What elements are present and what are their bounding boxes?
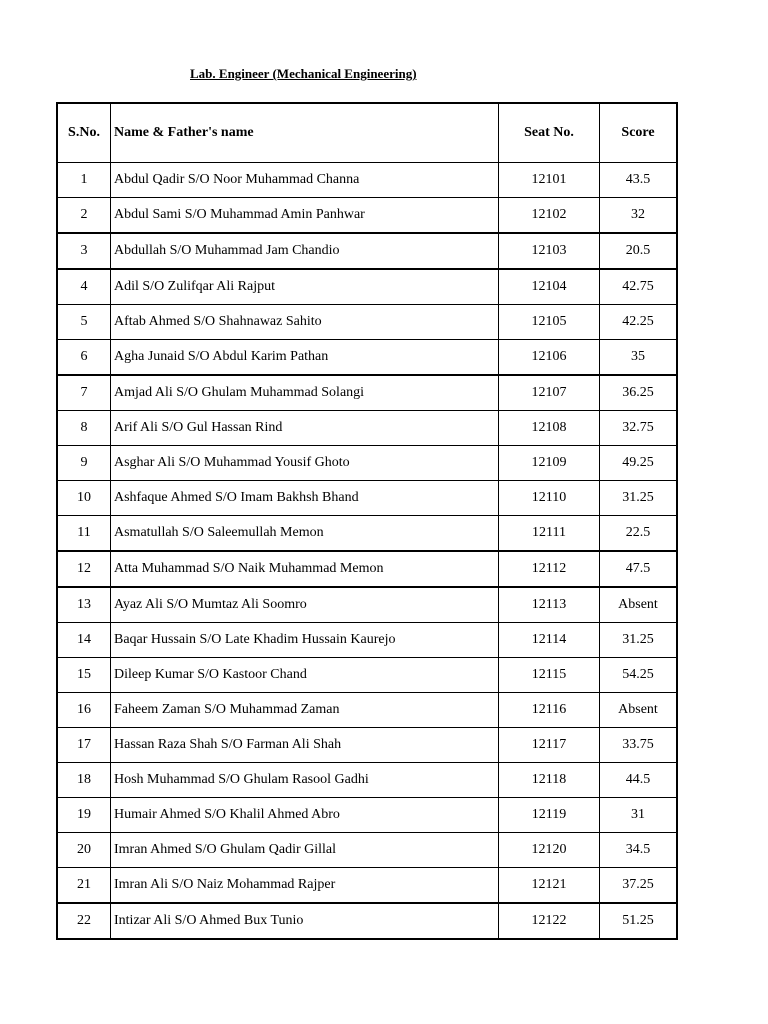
cell-sno: 12 (57, 551, 111, 587)
cell-score: 31.25 (600, 623, 678, 658)
cell-score: 32.75 (600, 411, 678, 446)
cell-name: Dileep Kumar S/O Kastoor Chand (111, 658, 499, 693)
table-row (57, 375, 677, 411)
cell-seat: 12110 (499, 481, 600, 516)
cell-seat: 12105 (499, 305, 600, 340)
cell-sno: 14 (57, 623, 111, 658)
cell-seat: 12118 (499, 763, 600, 798)
cell-name: Abdul Qadir S/O Noor Muhammad Channa (111, 163, 499, 198)
cell-score: 34.5 (600, 833, 678, 868)
table-row (57, 587, 677, 623)
column-header-seat: Seat No. (499, 103, 600, 163)
table-row (57, 763, 677, 798)
cell-sno: 1 (57, 163, 111, 198)
table-row (57, 163, 677, 198)
table-header-row (57, 103, 677, 163)
cell-name: Intizar Ali S/O Ahmed Bux Tunio (111, 903, 499, 939)
cell-seat: 12122 (499, 903, 600, 939)
table-row (57, 411, 677, 446)
cell-score: 36.25 (600, 375, 678, 411)
cell-sno: 21 (57, 868, 111, 904)
cell-score: 31.25 (600, 481, 678, 516)
table-row (57, 340, 677, 376)
cell-seat: 12109 (499, 446, 600, 481)
cell-score: 33.75 (600, 728, 678, 763)
cell-sno: 20 (57, 833, 111, 868)
table-row (57, 551, 677, 587)
table-row (57, 903, 677, 939)
cell-score: 42.25 (600, 305, 678, 340)
cell-seat: 12120 (499, 833, 600, 868)
cell-name: Asmatullah S/O Saleemullah Memon (111, 516, 499, 552)
table-row (57, 623, 677, 658)
table-row (57, 868, 677, 904)
cell-seat: 12119 (499, 798, 600, 833)
cell-seat: 12117 (499, 728, 600, 763)
cell-seat: 12101 (499, 163, 600, 198)
table-row (57, 198, 677, 234)
cell-score: 42.75 (600, 269, 678, 305)
cell-name: Abdullah S/O Muhammad Jam Chandio (111, 233, 499, 269)
cell-sno: 18 (57, 763, 111, 798)
cell-sno: 7 (57, 375, 111, 411)
cell-score: 51.25 (600, 903, 678, 939)
cell-seat: 12103 (499, 233, 600, 269)
table-row (57, 693, 677, 728)
cell-seat: 12111 (499, 516, 600, 552)
cell-score: 47.5 (600, 551, 678, 587)
cell-name: Hassan Raza Shah S/O Farman Ali Shah (111, 728, 499, 763)
cell-name: Faheem Zaman S/O Muhammad Zaman (111, 693, 499, 728)
cell-name: Abdul Sami S/O Muhammad Amin Panhwar (111, 198, 499, 234)
table-row (57, 481, 677, 516)
cell-name: Atta Muhammad S/O Naik Muhammad Memon (111, 551, 499, 587)
cell-sno: 9 (57, 446, 111, 481)
column-header-score: Score (600, 103, 678, 163)
cell-sno: 13 (57, 587, 111, 623)
column-header-name: Name & Father's name (111, 103, 499, 163)
cell-sno: 17 (57, 728, 111, 763)
cell-name: Adil S/O Zulifqar Ali Rajput (111, 269, 499, 305)
table-row (57, 833, 677, 868)
table-row (57, 305, 677, 340)
cell-name: Arif Ali S/O Gul Hassan Rind (111, 411, 499, 446)
cell-name: Imran Ali S/O Naiz Mohammad Rajper (111, 868, 499, 904)
cell-name: Humair Ahmed S/O Khalil Ahmed Abro (111, 798, 499, 833)
cell-seat: 12108 (499, 411, 600, 446)
column-header-sno: S.No. (57, 103, 111, 163)
table-row (57, 728, 677, 763)
cell-name: Asghar Ali S/O Muhammad Yousif Ghoto (111, 446, 499, 481)
cell-seat: 12112 (499, 551, 600, 587)
cell-sno: 8 (57, 411, 111, 446)
cell-name: Ashfaque Ahmed S/O Imam Bakhsh Bhand (111, 481, 499, 516)
cell-sno: 4 (57, 269, 111, 305)
cell-seat: 12114 (499, 623, 600, 658)
cell-sno: 2 (57, 198, 111, 234)
cell-seat: 12116 (499, 693, 600, 728)
cell-sno: 19 (57, 798, 111, 833)
cell-sno: 5 (57, 305, 111, 340)
cell-score: 44.5 (600, 763, 678, 798)
cell-seat: 12115 (499, 658, 600, 693)
table-row (57, 516, 677, 552)
cell-sno: 11 (57, 516, 111, 552)
cell-sno: 6 (57, 340, 111, 376)
cell-name: Amjad Ali S/O Ghulam Muhammad Solangi (111, 375, 499, 411)
cell-name: Hosh Muhammad S/O Ghulam Rasool Gadhi (111, 763, 499, 798)
cell-seat: 12104 (499, 269, 600, 305)
page-title: Lab. Engineer (Mechanical Engineering) (190, 66, 417, 81)
cell-score: Absent (600, 693, 678, 728)
table-row (57, 269, 677, 305)
cell-seat: 12107 (499, 375, 600, 411)
cell-score: 43.5 (600, 163, 678, 198)
cell-score: 35 (600, 340, 678, 376)
cell-name: Agha Junaid S/O Abdul Karim Pathan (111, 340, 499, 376)
cell-sno: 10 (57, 481, 111, 516)
cell-score: 49.25 (600, 446, 678, 481)
table-row (57, 798, 677, 833)
cell-score: 20.5 (600, 233, 678, 269)
results-table (56, 102, 678, 940)
cell-score: 31 (600, 798, 678, 833)
table-row (57, 658, 677, 693)
cell-seat: 12102 (499, 198, 600, 234)
cell-name: Aftab Ahmed S/O Shahnawaz Sahito (111, 305, 499, 340)
cell-score: 37.25 (600, 868, 678, 904)
cell-score: Absent (600, 587, 678, 623)
cell-name: Imran Ahmed S/O Ghulam Qadir Gillal (111, 833, 499, 868)
cell-sno: 16 (57, 693, 111, 728)
cell-seat: 12106 (499, 340, 600, 376)
cell-sno: 15 (57, 658, 111, 693)
table-row (57, 446, 677, 481)
cell-seat: 12121 (499, 868, 600, 904)
cell-score: 54.25 (600, 658, 678, 693)
table-row (57, 233, 677, 269)
cell-name: Baqar Hussain S/O Late Khadim Hussain Kaurejo (111, 623, 499, 658)
table-body (57, 163, 677, 940)
cell-sno: 3 (57, 233, 111, 269)
cell-score: 22.5 (600, 516, 678, 552)
cell-sno: 22 (57, 903, 111, 939)
cell-name: Ayaz Ali S/O Mumtaz Ali Soomro (111, 587, 499, 623)
cell-score: 32 (600, 198, 678, 234)
cell-seat: 12113 (499, 587, 600, 623)
